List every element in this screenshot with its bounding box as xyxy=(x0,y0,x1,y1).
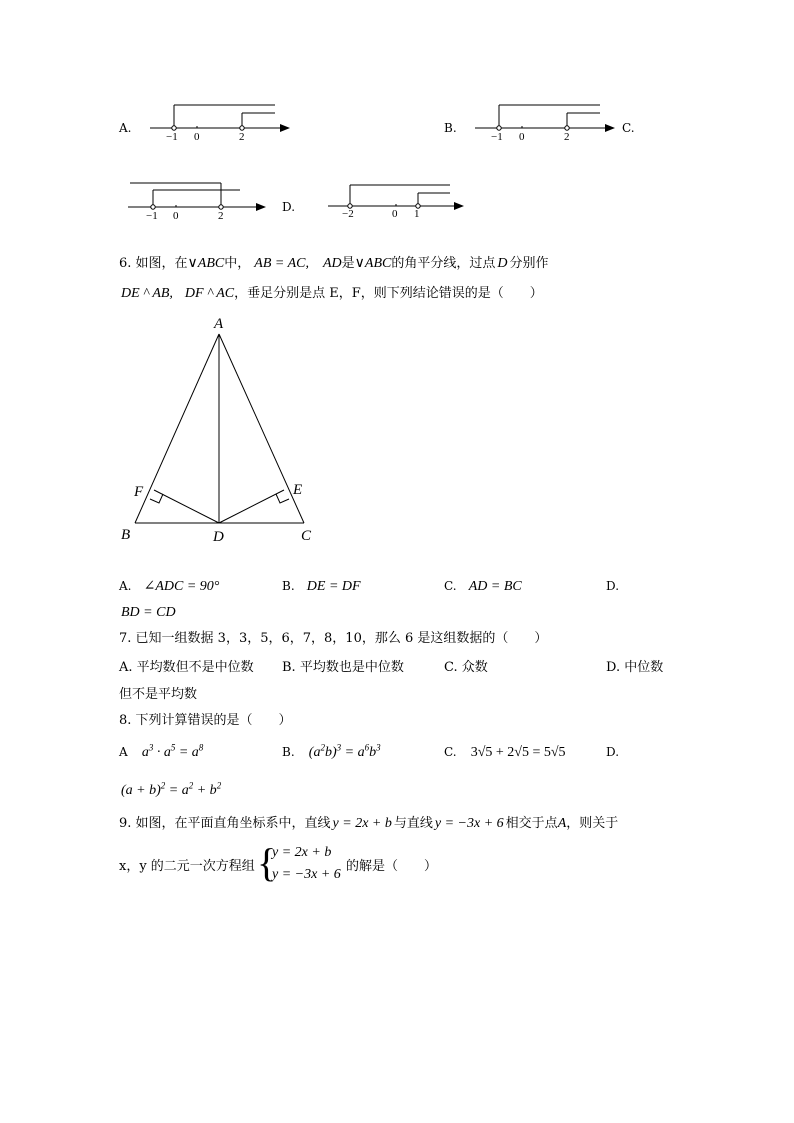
q9-suffix: 相交于点 xyxy=(505,816,558,831)
q9-eq1: y = 2x + b xyxy=(332,816,392,831)
q6-ad: AD xyxy=(322,256,342,271)
q6-option-c-label: C. xyxy=(444,579,457,593)
q6-prefix: 6. 如图，在 xyxy=(119,256,188,271)
q6-df-perp: DF ^ AC xyxy=(184,286,235,301)
q6-suffix: 的角平分线，过点 xyxy=(391,256,496,271)
q6-option-b-text: DE = DF xyxy=(306,579,361,594)
q9-system-eq1: y = 2x + b xyxy=(272,845,332,860)
q5-option-b-label: B. xyxy=(444,121,457,135)
q6-option-c[interactable] xyxy=(444,577,522,596)
q9-suffix2: 的解是（ ） xyxy=(346,859,438,874)
q5-option-d-label: D. xyxy=(282,200,296,214)
q8-option-b[interactable] xyxy=(282,743,381,762)
q9-system-eq2: y = −3x + 6 xyxy=(272,867,341,882)
q6-eq: AB = AC, xyxy=(254,256,309,271)
q6-label-e: E xyxy=(293,482,303,498)
q5-option-a-label: A. xyxy=(119,121,132,135)
q5-option-c-label: C. xyxy=(622,121,635,135)
q5-b-tick-0: 0 xyxy=(519,131,525,143)
q6-option-d-cont[interactable] xyxy=(121,604,176,622)
q6-label-f: F xyxy=(134,484,144,500)
q6-stem-line2 xyxy=(121,285,543,303)
q5-a-tick-2: 2 xyxy=(239,131,245,143)
q6-d: D xyxy=(497,256,508,271)
q8-option-d[interactable] xyxy=(606,743,619,762)
q8-stem: 8. 下列计算错误的是（ ） xyxy=(119,713,292,728)
q5-number-line-c xyxy=(120,175,280,220)
q6-end: 分别作 xyxy=(509,256,549,271)
q7-stem: 7. 已知一组数据 3，3，5，6，7，8，10，那么 6 是这组数据的（ ） xyxy=(119,631,548,646)
q6-stem-line1 xyxy=(119,255,549,273)
q5-c-tick-0: 0 xyxy=(173,210,179,222)
q6-mid: 中， xyxy=(224,256,251,271)
q5-a-tick-0: 0 xyxy=(194,131,200,143)
q7-option-b[interactable]: B. 平均数也是中位数 xyxy=(282,660,404,675)
q8-option-a-label: A xyxy=(119,745,128,759)
q5-b-tick-neg1: −1 xyxy=(491,131,503,143)
q6-option-d[interactable] xyxy=(606,577,619,596)
q6-suffix2: ，垂足分别是点 E，F，则下列结论错误的是（ ） xyxy=(234,286,543,301)
q6-option-a-text: ∠ADC = 90° xyxy=(143,579,220,594)
q5-d-tick-neg2: −2 xyxy=(342,208,354,220)
q5-d-tick-0: 0 xyxy=(392,208,398,220)
q8-option-b-formula: $(a^2b)^3 = a^6b^3$ xyxy=(308,742,381,760)
q6-option-a-label: A. xyxy=(119,579,132,593)
q8-option-d-formula: $(a + b)^2 = a^2 + b^2$ xyxy=(121,780,222,798)
q8-option-c-text: 3√5 + 2√5 = 5√5 xyxy=(470,745,566,760)
q5-d-tick-1: 1 xyxy=(414,208,420,220)
q6-tri1: ∨ABC xyxy=(187,256,225,271)
q6-triangle-figure xyxy=(115,310,325,550)
q5-number-line-a xyxy=(140,95,300,155)
q7-option-d-cont: 但不是平均数 xyxy=(119,687,198,702)
q9-eq2: y = −3x + 6 xyxy=(434,816,504,831)
q9-prefix: 9. 如图，在平面直角坐标系中，直线 xyxy=(119,816,331,831)
q9-system-brace: { xyxy=(257,840,277,885)
q9-a: A xyxy=(557,816,567,831)
q7-option-c[interactable]: C. 众数 xyxy=(444,660,488,675)
q9-stem-line1 xyxy=(119,815,618,833)
q6-label-d: D xyxy=(213,529,224,545)
q8-option-c-label: C. xyxy=(444,745,457,759)
q6-is: 是 xyxy=(341,256,355,271)
q5-c-tick-neg1: −1 xyxy=(146,210,158,222)
q5-c-tick-2: 2 xyxy=(218,210,224,222)
q8-option-a[interactable] xyxy=(119,743,203,762)
q6-option-c-text: AD = BC xyxy=(468,579,522,594)
q8-option-c[interactable] xyxy=(444,743,566,762)
q6-option-b[interactable] xyxy=(282,577,361,596)
q8-option-b-label: B. xyxy=(282,745,295,759)
q5-a-tick-neg1: −1 xyxy=(166,131,178,143)
q6-label-c: C xyxy=(301,528,312,544)
q7-option-a[interactable]: A. 平均数但不是中位数 xyxy=(119,660,254,675)
q6-option-a[interactable] xyxy=(119,577,219,596)
q6-label-a: A xyxy=(214,316,224,332)
q6-label-b: B xyxy=(121,527,131,543)
q8-option-d-label: D. xyxy=(606,745,620,759)
q9-prefix2: x，y 的二元一次方程组 xyxy=(119,859,255,874)
q6-de-perp: DE ^ AB, xyxy=(121,286,173,301)
q6-option-d-text: BD = CD xyxy=(121,605,176,620)
q7-option-d[interactable]: D. 中位数 xyxy=(606,660,664,675)
q8-option-d-cont[interactable] xyxy=(121,782,221,800)
q9-end: ，则关于 xyxy=(566,816,619,831)
q5-number-line-b xyxy=(465,95,625,155)
q9-mid: 与直线 xyxy=(393,816,433,831)
q8-option-a-formula: $a^3 \cdot a^5 = a^8$ xyxy=(141,742,204,760)
q5-b-tick-2: 2 xyxy=(564,131,570,143)
q6-option-b-label: B. xyxy=(282,579,295,593)
q6-option-d-label: D. xyxy=(606,579,620,593)
q6-tri2: ∨ABC xyxy=(354,256,392,271)
